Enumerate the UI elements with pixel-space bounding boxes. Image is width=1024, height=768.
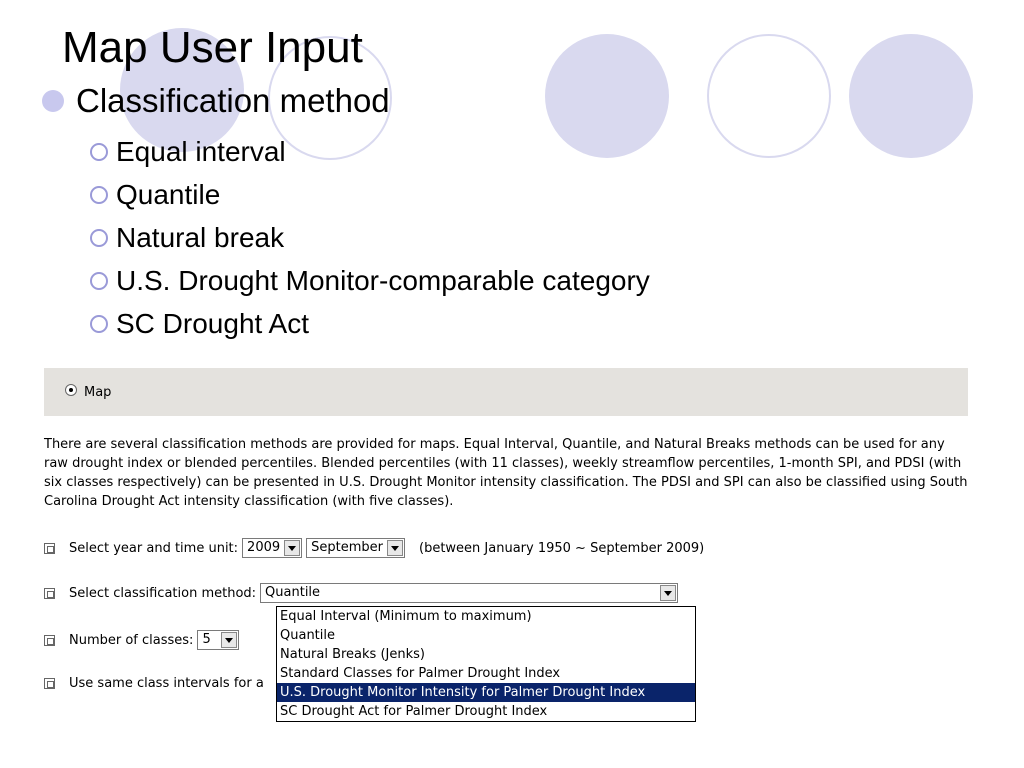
method-value: Quantile [265, 585, 321, 600]
date-range-note: (between January 1950 ~ September 2009) [419, 540, 705, 556]
sub-bullet [90, 130, 650, 173]
method-select[interactable] [260, 583, 678, 603]
map-option-band [44, 368, 968, 416]
ring-bullet-icon [90, 186, 108, 204]
ring-bullet-icon [90, 272, 108, 290]
dropdown-option[interactable]: Equal Interval (Minimum to maximum) [280, 609, 532, 624]
chevron-down-icon[interactable] [284, 540, 300, 556]
dropdown-option[interactable]: Quantile [280, 628, 335, 643]
decor-circle-filled-2 [849, 34, 973, 158]
expand-icon[interactable] [44, 635, 55, 646]
dropdown-option[interactable]: Natural Breaks (Jenks) [280, 647, 425, 662]
main-bullet-text: Classification method [76, 82, 390, 119]
method-label: Select classification method: [69, 585, 257, 601]
sub-bullet [90, 302, 650, 345]
filled-bullet-icon [42, 90, 64, 112]
chevron-down-icon[interactable] [221, 632, 237, 648]
chevron-down-icon[interactable] [660, 585, 676, 601]
sub-bullet-text: Natural break [116, 222, 285, 253]
embedded-screenshot [0, 360, 1024, 768]
dropdown-option-highlighted[interactable]: U.S. Drought Monitor Intensity for Palmer Drought Index [277, 683, 695, 702]
sub-bullet-text: SC Drought Act [116, 308, 309, 339]
dropdown-option[interactable]: Standard Classes for Palmer Drought Index [280, 666, 561, 681]
classes-label: Number of classes: [69, 632, 194, 648]
ring-bullet-icon [90, 315, 108, 333]
main-bullet [42, 80, 390, 122]
map-radio-button[interactable] [65, 384, 77, 396]
ring-bullet-icon [90, 143, 108, 161]
sub-bullet-list [90, 130, 650, 345]
classes-select[interactable] [197, 630, 238, 650]
dropdown-option[interactable]: SC Drought Act for Palmer Drought Index [280, 704, 548, 719]
same-intervals-label: Use same class intervals for a [69, 676, 264, 691]
year-value: 2009 [247, 540, 281, 555]
chevron-down-icon[interactable] [387, 540, 403, 556]
slide-title: Map User Input [62, 23, 363, 72]
sub-bullet [90, 173, 650, 216]
sub-bullet [90, 259, 650, 302]
classes-value: 5 [202, 632, 211, 647]
same-intervals-row [44, 676, 264, 691]
expand-icon[interactable] [44, 588, 55, 599]
year-row [44, 538, 704, 558]
expand-icon[interactable] [44, 678, 55, 689]
sub-bullet [90, 216, 650, 259]
sub-bullet-text: U.S. Drought Monitor-comparable category [116, 265, 650, 296]
ring-bullet-icon [90, 229, 108, 247]
sub-bullet-text: Quantile [116, 179, 221, 210]
description-text: There are several classification methods are provided for maps. Equal Interval, Quantile, and Natural Breaks methods can be used for any raw drought index or blended percentiles. Blended percentiles (with 11 classes), weekly streamflow percentiles, 1-month SPI, and PDSI (with six classes respectively) can be presented in U.S. Drought Monitor intensity classification. The PDSI and SPI can also be classified using South Carolina Drought Act intensity classification (with five classes). [44, 437, 968, 509]
classes-row [44, 630, 239, 650]
sub-bullet-text: Equal interval [116, 136, 286, 167]
month-select[interactable] [306, 538, 405, 558]
method-row [44, 583, 678, 603]
month-value: September [311, 540, 383, 555]
decor-circle-ring [707, 34, 831, 158]
map-radio-label: Map [84, 384, 112, 400]
expand-icon[interactable] [44, 543, 55, 554]
year-select[interactable] [242, 538, 302, 558]
method-dropdown-list [276, 606, 696, 722]
year-label: Select year and time unit: [69, 540, 239, 556]
